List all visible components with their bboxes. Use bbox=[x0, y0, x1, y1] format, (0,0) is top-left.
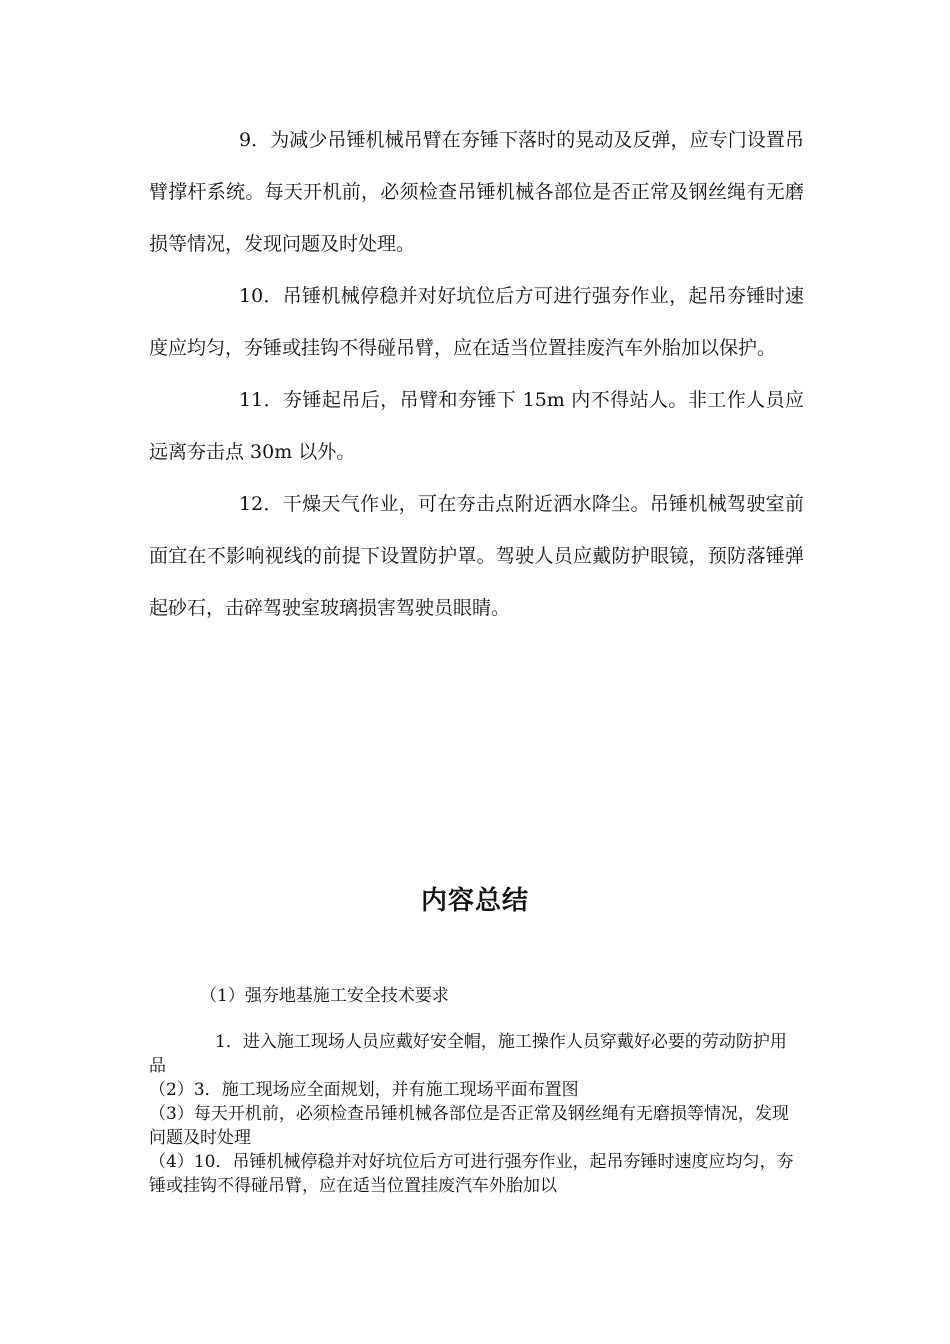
body-text-section bbox=[149, 114, 804, 634]
summary-title: 内容总结 bbox=[420, 886, 529, 916]
paragraph-item-10: 10．吊锤机械停稳并对好坑位后方可进行强夯作业，起吊夯锤时速度应均匀，夯锤或挂钩不得碰吊臂，应在适当位置挂废汽车外胎加以保护。 bbox=[149, 285, 804, 359]
paragraph-item-12: 12．干燥天气作业，可在夯击点附近洒水降尘。吊锤机械驾驶室前面宜在不影响视线的前提下设置防护罩。驾驶人员应戴防护眼镜，预防落锤弹起砂石，击碎驾驶室玻璃损害驾驶员眼睛。 bbox=[149, 493, 804, 619]
paragraph-item-9: 9．为减少吊锤机械吊臂在夯锤下落时的晃动及反弹，应专门设置吊臂撑杆系统。每天开机前，必须检查吊锤机械各部位是否正常及钢丝绳有无磨损等情况，发现问题及时处理。 bbox=[149, 129, 804, 255]
summary-item: 1．进入施工现场人员应戴好安全帽，施工操作人员穿戴好必要的劳动防护用品 bbox=[149, 1032, 787, 1076]
summary-item: （3）每天开机前，必须检查吊锤机械各部位是否正常及钢丝绳有无磨损等情况，发现问题及时处理 bbox=[149, 1104, 789, 1148]
summary-item: （4）10．吊锤机械停稳并对好坑位后方可进行强夯作业，起吊夯锤时速度应均匀，夯锤或挂钩不得碰吊臂，应在适当位置挂废汽车外胎加以 bbox=[149, 1152, 794, 1196]
summary-list bbox=[149, 1030, 799, 1198]
summary-item: （2）3．施工现场应全面规划，并有施工现场平面布置图 bbox=[149, 1080, 579, 1100]
paragraph-item-11: 11．夯锤起吊后，吊臂和夯锤下 15m 内不得站人。非工作人员应远离夯击点 30m 以外。 bbox=[149, 389, 804, 463]
summary-heading: （1）强夯地基施工安全技术要求 bbox=[200, 986, 449, 1006]
